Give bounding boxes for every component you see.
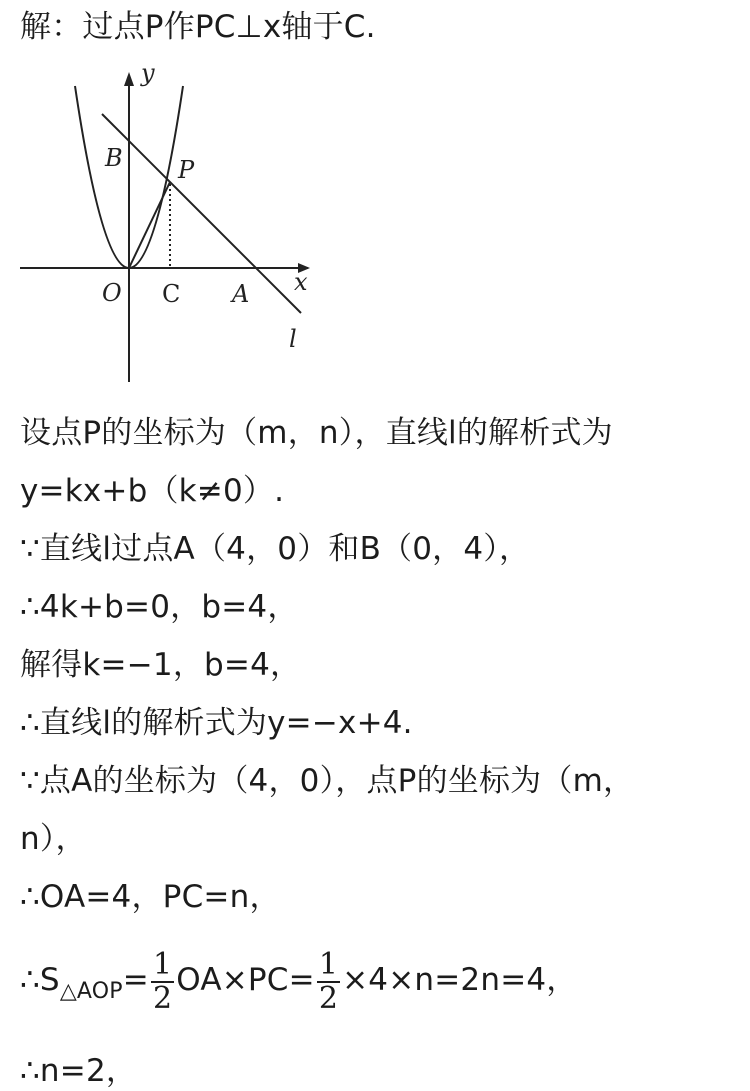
fraction-1-numerator: 1 <box>152 946 173 982</box>
area-prefix: ∴S <box>20 962 60 998</box>
label-y: y <box>141 62 155 87</box>
fraction-1-denominator: 2 <box>152 980 173 1016</box>
lengths-line: ∴OA=4，PC=n， <box>20 879 281 915</box>
coordinates-line-1: ∵点A的坐标为（4，0），点P的坐标为（m， <box>20 763 635 799</box>
area-eq: = <box>122 962 149 998</box>
segment-op <box>129 182 170 268</box>
area-subscript: △AOP <box>59 979 123 1004</box>
fraction-2-numerator: 1 <box>318 946 339 982</box>
label-a: A <box>232 280 250 308</box>
setup-line-2: y=kx+b（k≠0）. <box>20 473 285 509</box>
label-c: C <box>162 280 181 308</box>
label-x: x <box>294 268 308 296</box>
y-axis-arrow <box>124 72 134 86</box>
label-o: O <box>102 279 122 307</box>
fraction-2-denominator: 2 <box>318 980 339 1016</box>
area-suffix: ×4×n=2n=4， <box>342 962 578 998</box>
area-mid: OA×PC= <box>176 962 315 998</box>
coordinates-line-2: n）， <box>20 821 87 857</box>
label-l: l <box>289 325 297 353</box>
fraction-half-1 <box>151 946 174 1016</box>
area-line <box>20 940 578 1032</box>
setup-line-1: 设点P的坐标为（m，n），直线l的解析式为 <box>20 415 613 451</box>
coordinate-figure <box>18 62 318 387</box>
solution-intro: 解：过点P作PC⊥x轴于C. <box>20 9 376 45</box>
fraction-half-2 <box>317 946 340 1016</box>
because-line-passes: ∵直线l过点A（4，0）和B（0，4）， <box>20 531 531 567</box>
line-equation-result: ∴直线l的解析式为y=−x+4. <box>20 705 413 741</box>
line-l <box>102 114 301 313</box>
label-p: P <box>178 156 195 184</box>
equations-line: ∴4k+b=0，b=4， <box>20 589 299 625</box>
solve-line: 解得k=−1，b=4， <box>20 647 302 683</box>
result-line: ∴n=2， <box>20 1053 138 1089</box>
label-b: B <box>105 144 123 172</box>
